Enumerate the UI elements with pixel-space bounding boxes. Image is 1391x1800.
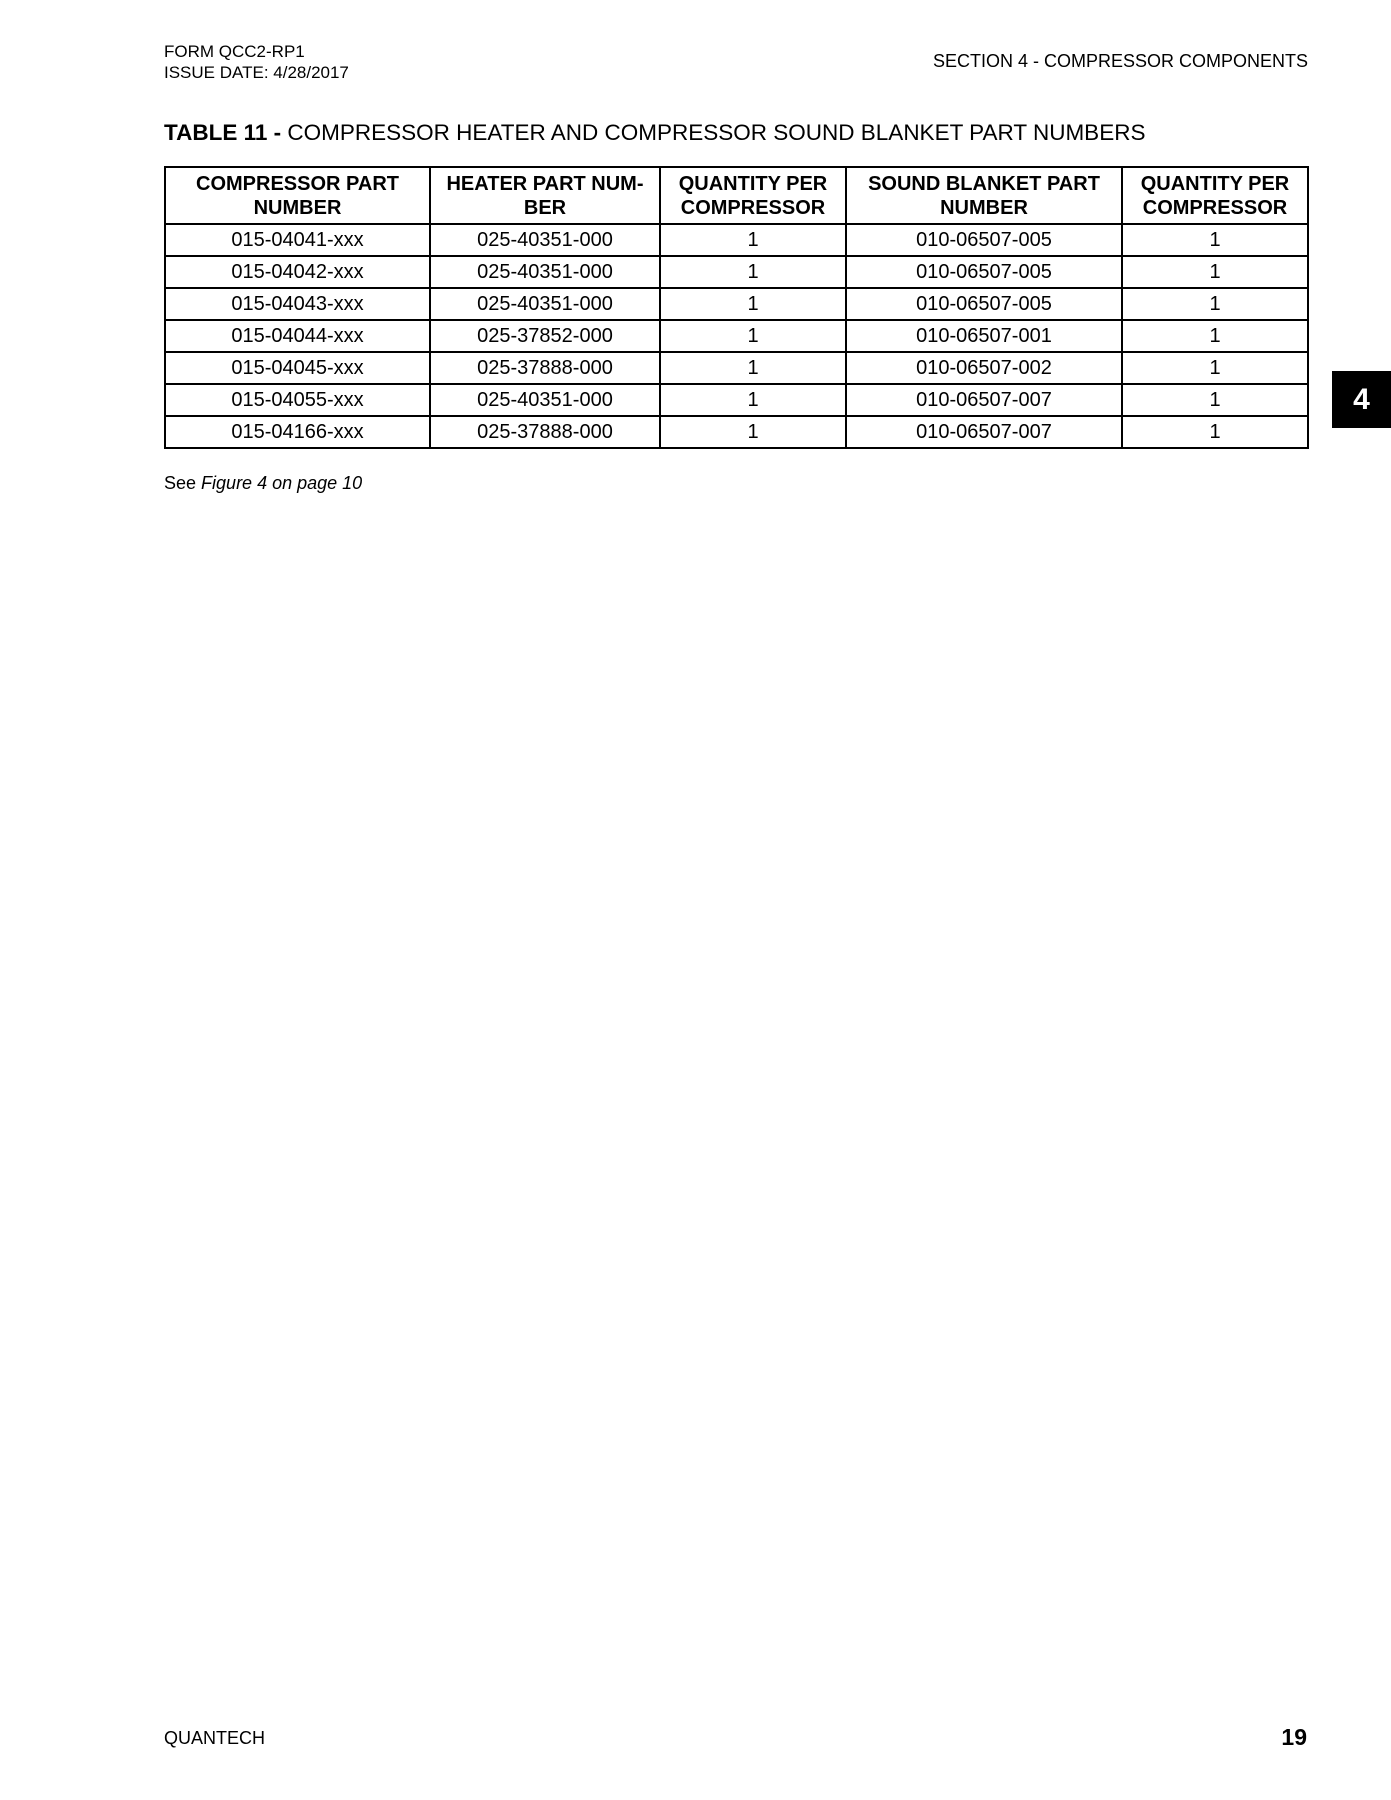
table-row [165,224,1308,256]
table-cell: 010-06507-007 [846,416,1122,448]
column-header-sound-blanket-part-number: SOUND BLANKET PART NUMBER [846,167,1122,224]
table-row [165,320,1308,352]
table-cell: 010-06507-007 [846,384,1122,416]
footer-brand: QUANTECH [164,1728,266,1748]
figure-reference-link[interactable]: Figure 4 on page 10 [201,473,363,493]
table-cell: 1 [1122,416,1308,448]
table-title [164,119,1145,146]
table-title-text: COMPRESSOR HEATER AND COMPRESSOR SOUND BLANKET PART NUMBERS [287,120,1146,145]
column-header-heater-part-number: HEATER PART NUM- BER [430,167,660,224]
table-cell: 025-40351-000 [430,256,660,288]
table-cell: 015-04045-xxx [165,352,430,384]
table-row [165,416,1308,448]
table-cell: 025-37888-000 [430,352,660,384]
table-cell: 025-37852-000 [430,320,660,352]
table-row [165,352,1308,384]
form-info [164,41,349,83]
note-prefix: See [164,473,197,493]
column-header-heater-quantity: QUANTITY PER COMPRESSOR [660,167,846,224]
table-cell: 010-06507-005 [846,256,1122,288]
table-title-label: TABLE 11 - [164,120,282,145]
table-cell: 1 [1122,384,1308,416]
table-cell: 015-04044-xxx [165,320,430,352]
section-title: SECTION 4 - COMPRESSOR COMPONENTS [932,51,1308,71]
table-cell: 1 [1122,352,1308,384]
table-cell: 010-06507-001 [846,320,1122,352]
table-cell: 015-04055-xxx [165,384,430,416]
column-header-sound-blanket-quantity: QUANTITY PER COMPRESSOR [1122,167,1308,224]
table-cell: 010-06507-005 [846,224,1122,256]
table-row [165,288,1308,320]
table-cell: 015-04041-xxx [165,224,430,256]
table-cell: 1 [660,320,846,352]
figure-reference-note [164,472,362,494]
table-cell: 1 [1122,224,1308,256]
form-number: FORM QCC2-RP1 [164,42,305,61]
table-cell: 025-37888-000 [430,416,660,448]
table-cell: 1 [660,352,846,384]
column-header-compressor-part-number: COMPRESSOR PART NUMBER [165,167,430,224]
issue-date: ISSUE DATE: 4/28/2017 [164,63,349,82]
table-cell: 015-04166-xxx [165,416,430,448]
parts-table [164,166,1309,449]
table-cell: 1 [660,288,846,320]
table-cell: 1 [660,384,846,416]
section-tab-marker: 4 [1332,371,1391,428]
table-cell: 010-06507-005 [846,288,1122,320]
table-cell: 010-06507-002 [846,352,1122,384]
table-cell: 1 [1122,256,1308,288]
table-row [165,256,1308,288]
table-header-row [165,167,1308,224]
table-cell: 1 [1122,288,1308,320]
table-cell: 015-04043-xxx [165,288,430,320]
table-cell: 1 [660,416,846,448]
table-row [165,384,1308,416]
table-cell: 1 [660,256,846,288]
table-cell: 025-40351-000 [430,384,660,416]
table-cell: 1 [1122,320,1308,352]
table-cell: 025-40351-000 [430,288,660,320]
page-number: 19 [1281,1724,1307,1750]
table-cell: 025-40351-000 [430,224,660,256]
table-cell: 1 [660,224,846,256]
table-cell: 015-04042-xxx [165,256,430,288]
